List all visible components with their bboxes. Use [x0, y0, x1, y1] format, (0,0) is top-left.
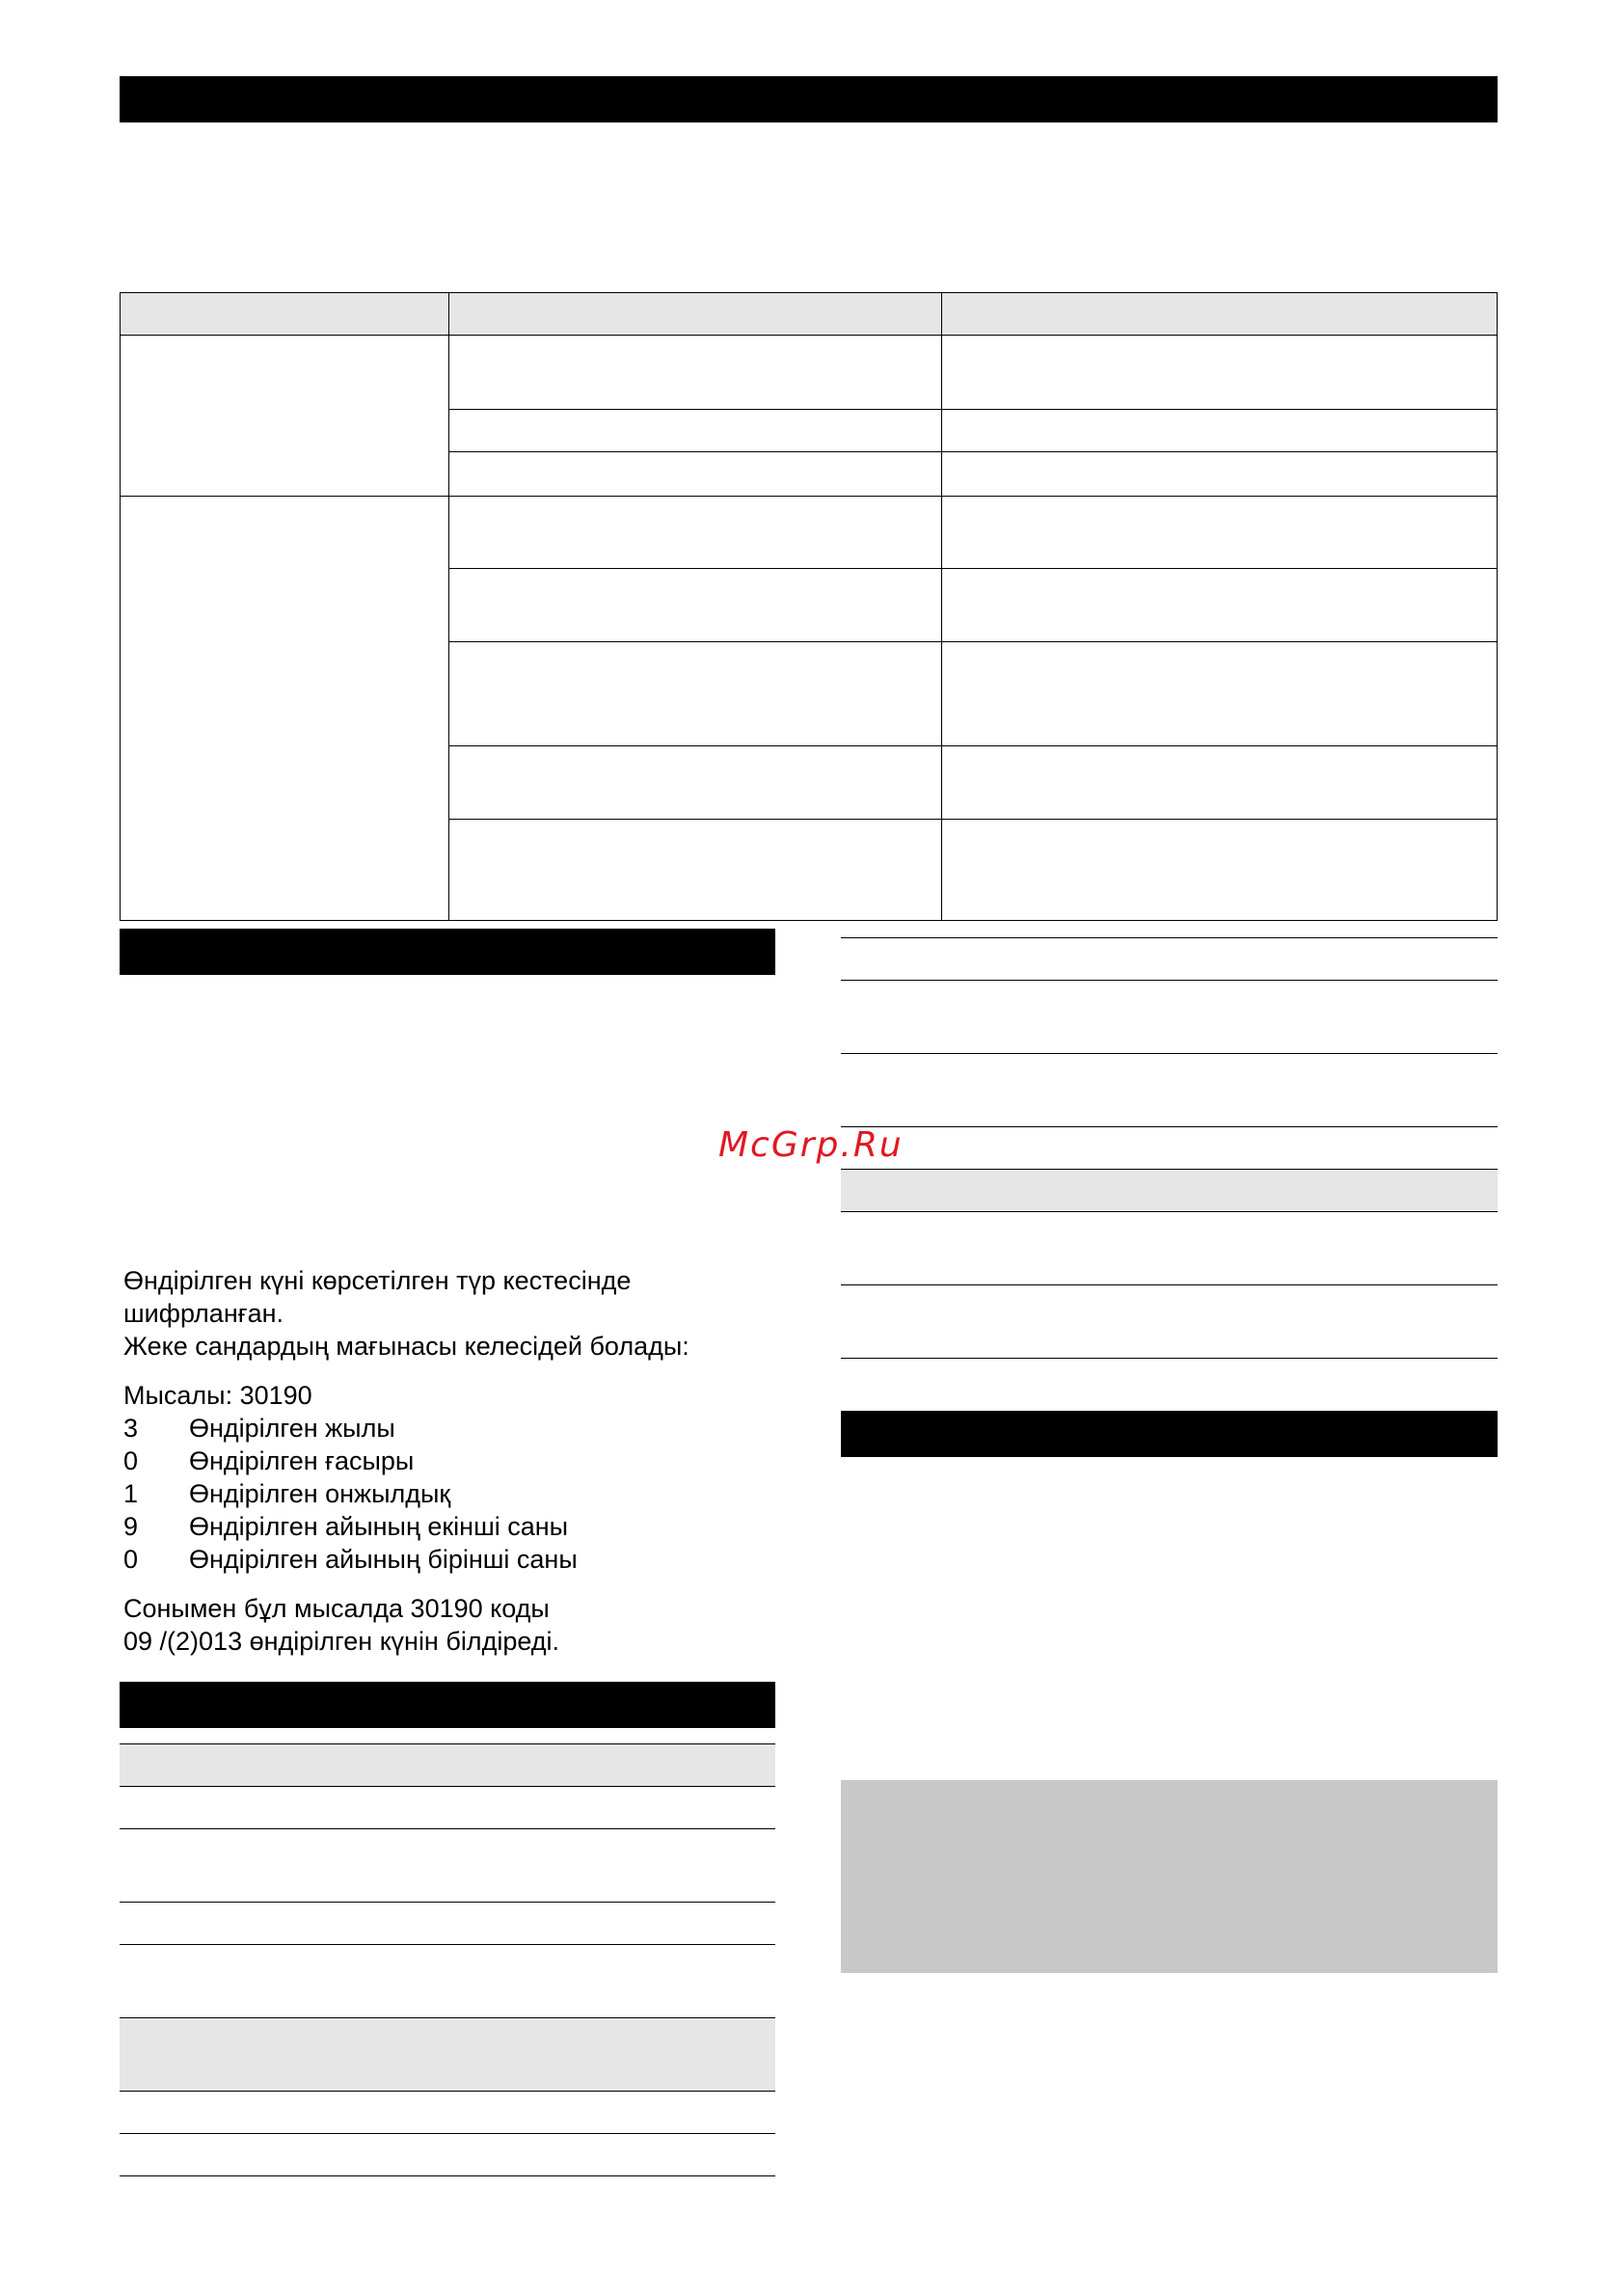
right-table-subheader	[841, 1169, 1498, 1211]
right-table-rule	[841, 1284, 1498, 1285]
spec-table-header	[120, 1743, 775, 1786]
code-meaning: Өндірілген айының бірінші саны	[189, 1545, 578, 1574]
spec-table-rule	[120, 1944, 775, 1945]
table-row-divider	[448, 451, 1497, 452]
spec-table-rule	[120, 1828, 775, 1829]
table-row-divider	[448, 745, 1497, 746]
intro-text-line: Жеке сандардың мағынасы келесідей болады:	[123, 1332, 689, 1361]
right-table-rule	[841, 1358, 1498, 1359]
right-table-rule	[841, 1169, 1498, 1170]
table-row-divider	[448, 409, 1497, 410]
table-col-divider-1	[448, 293, 449, 920]
section-header-bar	[841, 1411, 1498, 1457]
fault-table	[120, 292, 1498, 921]
intro-text-line: Өндірілген күні көрсетілген түр кестесінде	[123, 1266, 632, 1295]
spec-table-rule	[120, 2175, 775, 2176]
section-header-bar	[120, 1682, 775, 1728]
right-table-rule	[841, 937, 1498, 938]
table-header-row	[121, 293, 1497, 336]
code-digit: 0	[123, 1545, 139, 1574]
code-digit: 1	[123, 1479, 139, 1508]
right-table-rule	[841, 1211, 1498, 1212]
intro-text-line: шифрланған.	[123, 1299, 284, 1328]
code-row	[123, 1477, 450, 1510]
code-row	[123, 1412, 395, 1445]
code-digit: 0	[123, 1446, 139, 1475]
watermark: McGrp.Ru	[718, 1125, 904, 1165]
code-meaning: Өндірілген айының екінші саны	[189, 1512, 569, 1541]
table-row-divider	[448, 568, 1497, 569]
spec-table-rule	[120, 1902, 775, 1903]
spec-table-rule	[120, 2017, 775, 2018]
spec-table-rule	[120, 2133, 775, 2134]
spec-table-rule	[120, 1743, 775, 1744]
table-group-divider	[121, 496, 1497, 497]
code-row	[123, 1510, 568, 1543]
right-table-rule	[841, 1126, 1498, 1127]
table-row-divider	[448, 641, 1497, 642]
code-digit: 3	[123, 1414, 139, 1443]
section-header-bar	[120, 929, 775, 975]
code-meaning: Өндірілген жылы	[189, 1414, 395, 1443]
spec-table-rule	[120, 2091, 775, 2092]
code-meaning: Өндірілген онжылдық	[189, 1479, 451, 1508]
spec-table-subheader	[120, 2017, 775, 2091]
page-header-bar	[120, 76, 1498, 122]
code-meaning: Өндірілген ғасыры	[189, 1446, 415, 1475]
right-table-rule	[841, 1053, 1498, 1054]
code-digit: 9	[123, 1512, 139, 1541]
right-table-rule	[841, 980, 1498, 981]
example-label: Мысалы: 30190	[123, 1381, 312, 1410]
table-row-divider	[448, 819, 1497, 820]
conclusion-text-line: 09 /(2)013 өндірілген күнін білдіреді.	[123, 1627, 560, 1656]
code-row	[123, 1445, 414, 1477]
conclusion-text-line: Сонымен бұл мысалда 30190 коды	[123, 1594, 550, 1623]
note-box	[841, 1780, 1498, 1973]
spec-table-rule	[120, 1786, 775, 1787]
code-row	[123, 1543, 578, 1576]
table-col-divider-2	[941, 293, 942, 920]
